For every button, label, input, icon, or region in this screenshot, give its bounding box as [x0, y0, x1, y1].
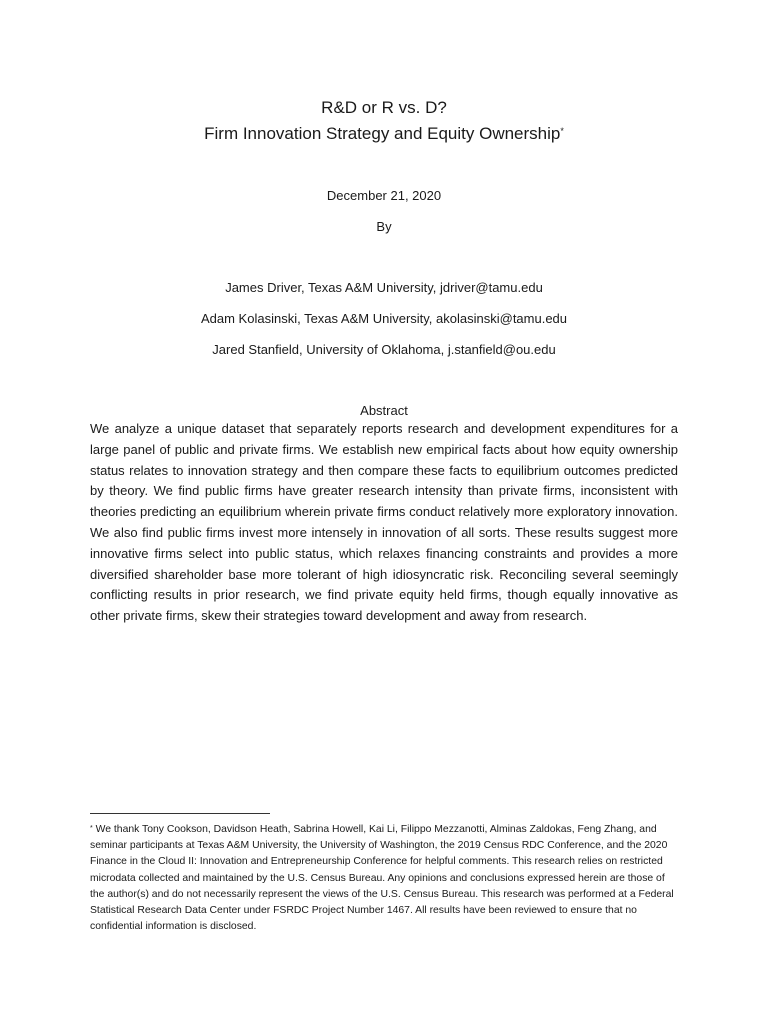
- author-line: Jared Stanfield, University of Oklahoma, j.stanfield@ou.edu: [212, 342, 556, 357]
- footnote-text: We thank Tony Cookson, Davidson Heath, Sabrina Howell, Kai Li, Filippo Mezzanotti, Alminas Zaldokas, Feng Zhang, and seminar participants at Texas A&M University, the University of Washington, the 2019 Census RDC Conference, and the 2020 Finance in the Cloud II: Innovation and Entrepreneurship Conference for helpful comments. This research relies on restricted microdata collected and maintained by the U.S. Census Bureau. Any opinions and conclusions expressed herein are those of the author(s) and do not necessarily represent the views of the U.S. Census Bureau. This research was performed at a Federal Statistical Research Data Center under FSRDC Project Number 1467. All results have been reviewed to ensure that no confidential information is disclosed.: [90, 824, 674, 933]
- paper-date: December 21, 2020: [326, 188, 442, 203]
- footnote: [90, 822, 680, 935]
- paper-title-text: Firm Innovation Strategy and Equity Ownership: [204, 124, 561, 143]
- paper-title-line-1: R&D or R vs. D?: [321, 98, 447, 117]
- paper-title-line-2: [0, 124, 768, 144]
- footnote-divider: [90, 813, 270, 814]
- abstract-text: We analyze a unique dataset that separately reports research and development expenditures for a large panel of public and private firms. We establish new empirical facts about how equity ownership status relates to innovation strategy and then compare these facts to equilibrium outcomes predicted by theory. We find public firms have greater research intensity than private firms, inconsistent with theories predicting an equilibrium wherein private firms conduct relatively more exploratory innovation. We also find public firms invest more intensely in innovation of all sorts. These results suggest more innovative firms select into public status, which relaxes financing constraints and provides a more diversified shareholder base more tolerant of high idiosyncratic risk. Reconciling several seemingly conflicting results in prior research, we find private equity held firms, though equally innovative as other private firms, skew their strategies toward development and away from research.: [90, 421, 678, 624]
- author-line: Adam Kolasinski, Texas A&M University, akolasinski@tamu.edu: [200, 311, 568, 326]
- abstract-heading: Abstract: [360, 403, 408, 418]
- author-line: James Driver, Texas A&M University, jdriver@tamu.edu: [225, 280, 543, 295]
- footnote-marker: *: [90, 825, 93, 832]
- title-footnote-marker[interactable]: *: [560, 126, 564, 136]
- by-label: By: [376, 219, 392, 234]
